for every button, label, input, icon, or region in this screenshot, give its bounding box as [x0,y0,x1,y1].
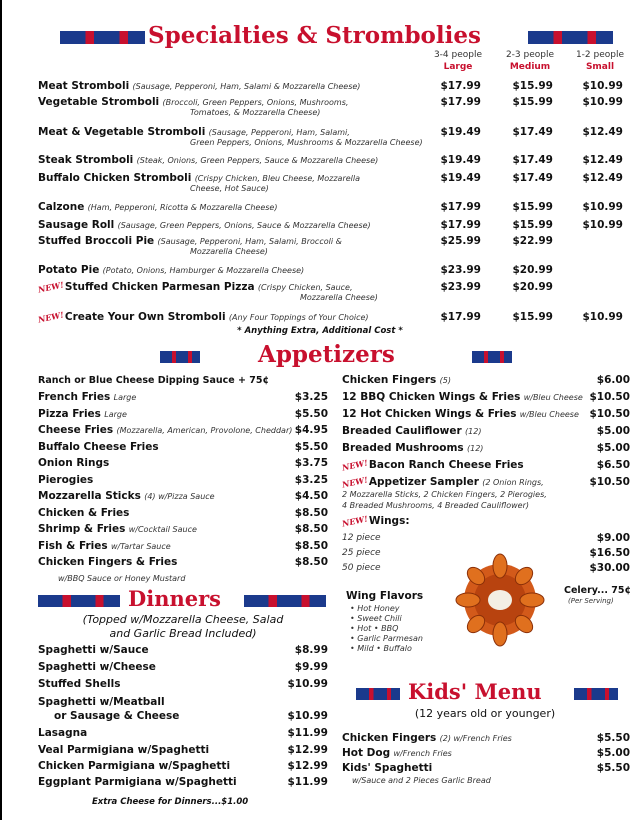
specialty-desc: (Crispy Chicken, Sauce, [257,283,353,292]
appetizer-name: Cheese Fries [38,424,114,436]
appetizer-price: $5.00 [596,442,630,454]
specialty-price: $15.99 [512,80,553,92]
appetizer-name: Fish & Fries [38,539,108,552]
appetizer-item [38,457,109,470]
dinner-name: Chicken Parmigiana w/Spaghetti [38,760,231,772]
specialty-price: $10.99 [582,219,623,231]
specialty-price: $12.49 [582,126,623,138]
specialty-price: $17.99 [440,96,481,108]
specialty-name: Create Your Own Stromboli [64,311,226,323]
specialty-price: $15.99 [512,311,553,323]
appetizer-item [342,374,451,387]
dinner-price: $10.99 [287,710,328,722]
appetizer-price: $4.50 [294,490,328,502]
appetizer-detail: w/Tartar Sauce [110,541,171,551]
kids-stripe-left [356,688,400,700]
appetizer-price: $8.50 [294,506,328,519]
specialty-price: $19.49 [440,172,481,184]
appetizer-detail: (12) [465,427,482,436]
specialty-price: $10.99 [582,201,623,213]
specialty-name: Potato Pie [38,264,100,276]
dinner-item [38,644,149,657]
specialty-item [38,80,360,93]
specialty-desc-cont: Mozzarella Cheese) [190,247,268,256]
specialty-name: Stuffed Broccoli Pie [38,235,155,247]
new-badge: NEW! [37,279,65,295]
appetizer-item [342,408,579,421]
dinner-item [38,727,87,740]
appetizer-price: $3.25 [294,391,328,403]
dinner-price: $10.99 [287,678,328,690]
appetizer-item [38,474,93,487]
appetizer-item [342,459,524,472]
specialty-name: Meat Stromboli [38,80,130,92]
specialty-desc-cont: Tomatoes, & Mozzarella Cheese) [190,108,321,117]
appetizer-item [38,441,159,454]
specialty-desc: (Steak, Onions, Green Peppers, Sauce & Mozzarella Cheese) [136,156,379,165]
specialty-item [38,219,371,232]
wing-flavor: • Hot • BBQ [350,624,399,633]
kids-spaghetti-note: w/Sauce and 2 Pieces Garlic Bread [352,776,491,785]
celery-note: (Per Serving) [568,597,614,605]
appetizers-title: Appetizers [258,341,395,368]
specialty-name: Buffalo Chicken Stromboli [38,172,192,184]
dinner-name: Spaghetti w/Meatball [38,696,165,708]
specialty-price: $23.99 [440,264,481,276]
wing-flavor: • Sweet Chili [350,614,402,623]
appetizer-name: Pizza Fries [38,407,101,420]
specialty-name: Vegetable Stromboli [38,96,160,108]
dinner-item [38,760,230,773]
appetizer-price: $3.75 [294,457,328,469]
header-stripe-right [528,31,613,44]
specialty-price: $25.99 [440,235,481,247]
appetizer-detail: (Mozzarella, American, Provolone, Cheddar) [116,426,293,435]
specialty-desc: (Ham, Pepperoni, Ricotta & Mozzarella Cheese) [87,203,278,212]
wings-image [450,550,550,650]
dinner-item [38,696,165,709]
size-people-large: 3-4 people [433,50,483,60]
appetizer-detail: (5) [439,376,451,385]
size-people-small: 1-2 people [575,50,625,60]
appetizer-name: Chicken & Fries [38,506,130,519]
specialty-desc: (Crispy Chicken, Bleu Cheese, Mozzarella [194,174,360,183]
dinner-price: $12.99 [287,744,328,756]
specialty-item [38,311,369,324]
specialty-desc-cont: Green Peppers, Onions, Mushrooms & Mozzarella Cheese) [190,138,423,147]
kids-name: Hot Dog [342,747,391,759]
dinners-subtitle-2: and Garlic Bread Included) [109,627,257,640]
appetizer-name: Bacon Ranch Cheese Fries [368,459,524,471]
appetizer-item [38,408,127,421]
appetizer-name: Chicken Fingers & Fries [38,556,178,568]
specialty-desc-cont: Mozzarella Cheese) [300,293,378,302]
specialty-price: $20.99 [512,281,553,293]
kids-name: Chicken Fingers [342,732,437,744]
appetizer-price: $5.50 [294,440,328,453]
appetizer-price: $3.25 [294,473,328,486]
specialty-price: $17.99 [440,80,481,92]
appetizer-item [342,391,583,404]
appetizer-price: $4.95 [294,424,328,436]
wing-price: $9.00 [596,532,630,544]
appetizer-detail: w/Bleu Cheese [523,393,583,402]
new-badge: NEW! [341,513,369,529]
specialty-item [38,201,277,214]
kids-detail: w/French Fries [393,749,452,758]
appetizer-price: $8.50 [294,556,328,568]
size-label-small: Small [585,62,615,72]
appetizer-detail: (2 Onion Rings, [482,478,544,487]
appetizer-name: Breaded Cauliflower [342,425,462,437]
specialty-price: $15.99 [512,96,553,108]
specialty-desc: (Sausage, Pepperoni, Ham, Salami, [208,128,350,137]
appetizer-item [38,424,292,437]
specialty-price: $10.99 [582,96,623,108]
appetizers-stripe-left [160,351,200,363]
appetizer-detail: (12) [467,444,484,453]
specialty-desc: (Sausage, Pepperoni, Ham, Salami & Mozzarella Cheese) [132,82,361,91]
appetizer-item [38,507,129,520]
dinners-title: Dinners [128,586,221,611]
kids-name: Kids' Spaghetti [342,762,433,774]
appetizer-item [342,442,483,455]
kids-price: $5.00 [596,747,630,759]
specialty-item [38,264,304,277]
appetizer-name: 12 BBQ Chicken Wings & Fries [342,391,521,403]
dinner-name: Spaghetti w/Sauce [38,644,149,656]
kids-price: $5.50 [596,762,630,774]
appetizer-detail: Large [113,393,137,402]
specialties-title: Specialties & Strombolies [148,22,481,49]
specialty-price: $17.49 [512,172,553,184]
dinners-note: Extra Cheese for Dinners...$1.00 [92,797,249,807]
celery-price: Celery... 75¢ [564,585,632,596]
appetizer-item [38,556,177,569]
dinner-price: $11.99 [287,776,328,788]
specialty-price: $17.49 [512,126,553,138]
dinner-name: Eggplant Parmigiana w/Spaghetti [38,776,237,788]
dinner-name: Lasagna [38,727,88,739]
specialty-price: $10.99 [582,311,623,323]
dinners-stripe-right [244,595,326,607]
specialty-price: $17.99 [440,219,481,231]
specialty-price: $10.99 [582,80,623,92]
wing-size: 12 piece [342,533,381,543]
dinner-name: or Sausage & Cheese [54,710,180,722]
wing-flavors-title: Wing Flavors [346,590,424,602]
kids-title: Kids' Menu [408,679,542,704]
appetizer-name: Appetizer Sampler [368,476,479,488]
specialty-name: Sausage Roll [38,219,115,231]
dipping-sauce-note: Ranch or Blue Cheese Dipping Sauce + 75¢ [38,375,270,386]
wing-size: 25 piece [342,548,381,558]
appetizer-name: Buffalo Cheese Fries [38,440,159,453]
new-badge: NEW! [37,309,65,325]
dinners-subtitle-1: (Topped w/Mozzarella Cheese, Salad [82,613,284,626]
specialty-price: $23.99 [440,281,481,293]
appetizer-name: 12 Hot Chicken Wings & Fries [342,408,517,420]
header-stripe-left [60,31,145,44]
dinner-item [38,744,209,757]
appetizer-price: $8.50 [294,539,328,552]
page-border [0,0,2,820]
dinner-item [54,710,179,723]
appetizer-name: Shrimp & Fries [38,523,126,535]
specialty-desc: (Any Four Toppings of Your Choice) [228,313,369,322]
sampler-desc-2: 4 Breaded Mushrooms, 4 Breaded Cauliflower) [342,501,529,510]
appetizer-price: $10.50 [589,408,630,420]
specialty-price: $15.99 [512,201,553,213]
wing-size: 50 piece [342,563,381,573]
specialty-price: $19.49 [440,154,481,166]
specialty-price: $12.49 [582,172,623,184]
appetizer-item [342,425,481,438]
appetizer-item [38,523,197,536]
appetizer-item [38,490,215,503]
size-people-medium: 2-3 people [505,50,555,60]
specialty-name: Stuffed Chicken Parmesan Pizza [64,281,255,293]
new-badge: NEW! [341,457,369,473]
appetizer-price: $10.50 [589,391,630,403]
appetizer-name: Breaded Mushrooms [342,442,464,454]
appetizer-item [342,476,544,489]
appetizer-price: $6.50 [596,459,630,471]
kids-detail: (2) w/French Fries [439,734,512,743]
appetizer-detail: w/Cocktail Sauce [128,525,197,534]
appetizer-name: Pierogies [38,473,94,486]
size-label-large: Large [443,62,473,72]
wing-flavor: • Garlic Parmesan [350,634,423,643]
wing-flavor: • Hot Honey [350,604,400,613]
appetizer-price: $8.50 [294,523,328,535]
dinner-name: Spaghetti w/Cheese [38,661,156,673]
appetizer-price: $5.00 [596,425,630,437]
specialty-price: $15.99 [512,219,553,231]
dinner-price: $12.99 [287,760,328,772]
kids-item [342,732,512,745]
wings-heading: NEW!Wings: [341,513,410,529]
specialty-name: Calzone [38,201,85,213]
dinner-price: $8.99 [294,644,328,656]
dinner-price: $9.99 [294,661,328,673]
specialty-price: $17.49 [512,154,553,166]
specialty-desc-cont: Cheese, Hot Sauce) [190,184,269,193]
dinner-name: Veal Parmigiana w/Spaghetti [38,744,210,756]
appetizer-detail: w/Bleu Cheese [519,410,579,419]
kids-price: $5.50 [596,732,630,744]
dinner-item [38,678,120,691]
new-badge: NEW! [341,474,369,490]
wing-price: $30.00 [589,562,630,574]
kids-item [342,762,432,775]
appetizer-detail: (4) w/Pizza Sauce [144,492,215,501]
specialty-desc: (Sausage, Green Peppers, Onions, Sauce & Mozzarella Cheese) [117,221,371,230]
chicken-fingers-fries-note: w/BBQ Sauce or Honey Mustard [58,574,186,583]
specialty-desc: (Potato, Onions, Hamburger & Mozzarella Cheese) [102,266,305,275]
specialty-desc: (Broccoli, Green Peppers, Onions, Mushrooms, [162,98,349,107]
appetizer-item [38,540,171,553]
appetizer-name: Mozzarella Sticks [38,490,141,502]
specialty-price: $17.99 [440,201,481,213]
appetizer-price: $5.50 [294,407,328,420]
appetizer-detail: Large [104,409,127,419]
appetizers-stripe-right [472,351,512,363]
appetizer-price: $10.50 [589,476,630,488]
kids-subtitle: (12 years old or younger) [414,707,556,720]
specialty-name: Meat & Vegetable Stromboli [38,126,206,138]
dinner-name: Stuffed Shells [38,678,121,690]
appetizer-name: Onion Rings [38,457,110,469]
dinner-item [38,661,156,674]
kids-stripe-right [574,688,618,700]
specialty-price: $22.99 [512,235,553,247]
specialty-price: $12.49 [582,154,623,166]
size-label-medium: Medium [509,62,551,72]
dinners-stripe-left [38,595,120,607]
wing-price: $16.50 [589,547,630,559]
appetizer-price: $6.00 [596,374,630,386]
specialty-item [38,154,378,167]
wing-flavor: • Mild • Buffalo [350,644,412,653]
specialty-price: $20.99 [512,264,553,276]
appetizer-name: Chicken Fingers [342,374,437,386]
specialty-price: $17.99 [440,311,481,323]
specialty-price: $19.49 [440,126,481,138]
appetizer-item [38,391,136,404]
specialty-desc: (Sausage, Pepperoni, Ham, Salami, Broccoli & [157,237,342,246]
specialties-note: * Anything Extra, Additional Cost * [237,326,403,336]
kids-item [342,747,452,760]
dinner-item [38,776,237,789]
sampler-desc-1: 2 Mozzarella Sticks, 2 Chicken Fingers, 2 Pierogies, [342,490,547,499]
appetizer-name: French Fries [38,391,111,403]
dinner-price: $11.99 [287,727,328,739]
specialty-name: Steak Stromboli [38,154,134,166]
